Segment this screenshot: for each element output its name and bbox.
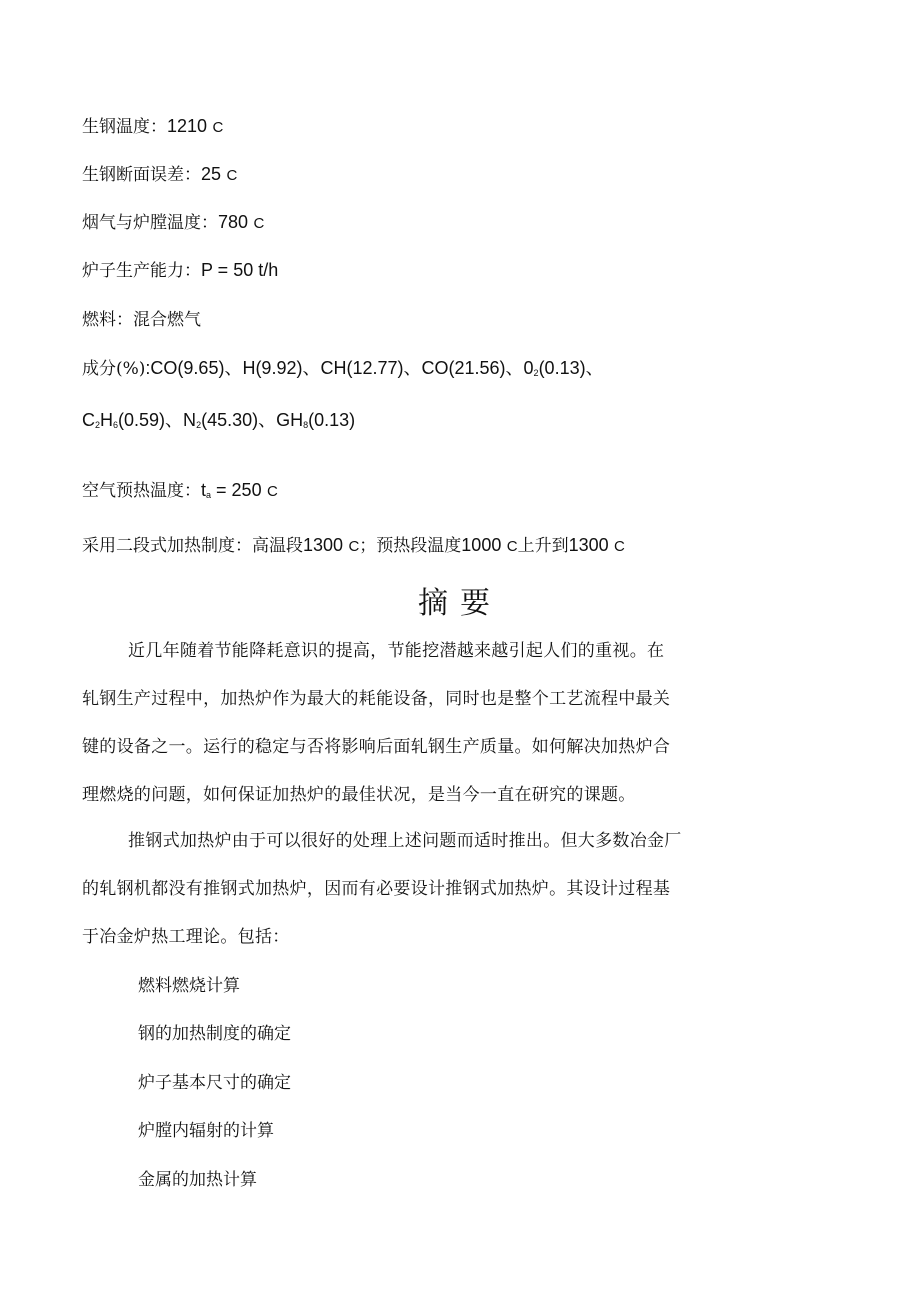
param-air-preheat: 空气预热温度：$t_a = 250$ C <box>82 480 278 501</box>
param-flue-temp: 烟气与炉膛温度：780 C <box>82 212 265 233</box>
paragraph-line: 的轧钢机都没有推钢式加热炉，因而有必要设计推钢式加热炉。其设计过程基 <box>82 879 671 899</box>
paragraph-line: 理燃烧的问题，如何保证加热炉的最佳状况，是当今一直在研究的课题。 <box>82 785 636 805</box>
paragraph-line: 近几年随着节能降耗意识的提高，节能挖潜越来越引起人们的重视。在 <box>128 641 665 661</box>
abstract-title: 摘要 <box>418 586 502 621</box>
param-composition-line1: 成分(%):CO(9.65)、H(9.92)、CH(12.77)、CO(21.56)、$0_2(0.13)$、 <box>82 358 604 379</box>
param-heating-regime: 采用二段式加热制度：高温段1300 C；预热段温度1000 C上升到1300 C <box>82 535 625 556</box>
param-section-error: 生钢断面误差：25 C <box>82 164 238 185</box>
paragraph-line: 推钢式加热炉由于可以很好的处理上述问题而适时推出。但大多数冶金厂 <box>128 831 682 851</box>
paragraph-line: 于冶金炉热工理论。包括： <box>82 927 290 947</box>
abstract-paragraph-1 <box>82 627 712 819</box>
list-item: 钢的加热制度的确定 <box>138 1024 291 1044</box>
param-fuel: 燃料：混合燃气 <box>82 310 201 330</box>
paragraph-line: 键的设备之一。运行的稳定与否将影响后面轧钢生产质量。如何解决加热炉合 <box>82 737 671 757</box>
list-item: 炉子基本尺寸的确定 <box>138 1073 291 1093</box>
list-item: 燃料燃烧计算 <box>138 976 240 996</box>
param-composition-line2: $C_2H_6(0.59)$、$N_2(45.30)$、$GH_8(0.13)$ <box>82 410 356 430</box>
paragraph-line: 轧钢生产过程中，加热炉作为最大的耗能设备，同时也是整个工艺流程中最关 <box>82 689 671 709</box>
param-capacity: 炉子生产能力：P = 50 t/h <box>82 260 279 281</box>
abstract-paragraph-2 <box>82 817 712 961</box>
list-item: 炉膛内辐射的计算 <box>138 1121 274 1141</box>
param-steel-temp: 生钢温度：1210 C <box>82 116 224 137</box>
list-item: 金属的加热计算 <box>138 1170 257 1190</box>
